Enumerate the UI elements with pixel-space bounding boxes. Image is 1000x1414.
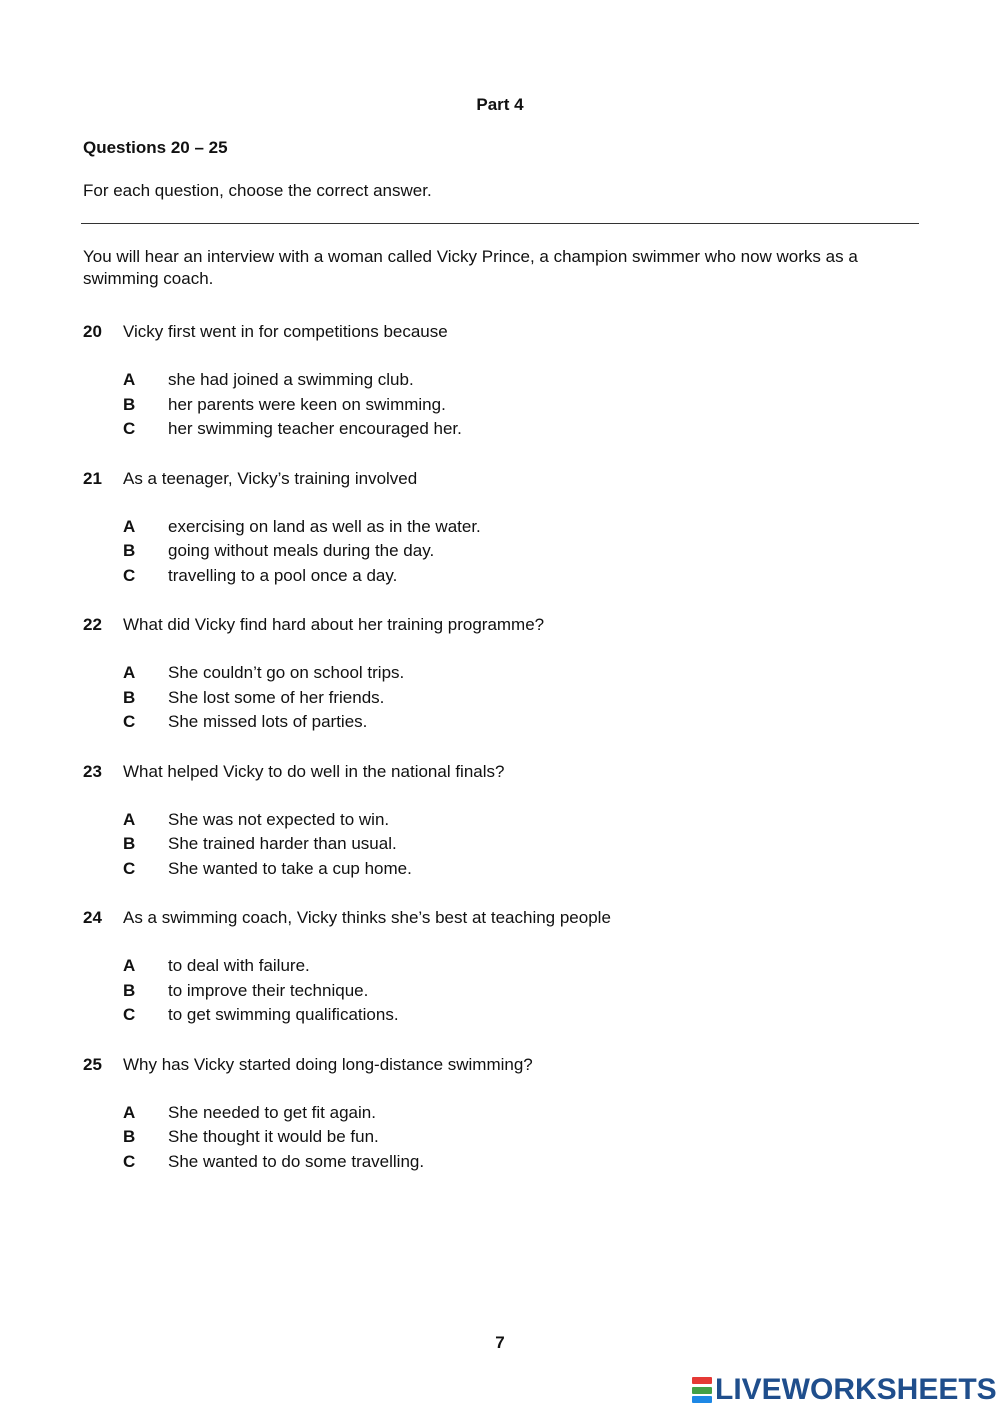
question-23 bbox=[83, 761, 943, 878]
question-stem bbox=[83, 614, 943, 636]
option-letter: B bbox=[123, 687, 136, 707]
option-text: going without meals during the day. bbox=[168, 541, 435, 560]
option-letter: C bbox=[123, 1151, 136, 1171]
question-text: As a teenager, Vicky’s training involved bbox=[123, 468, 418, 488]
option-text: to deal with failure. bbox=[168, 956, 310, 975]
question-number: 24 bbox=[83, 908, 102, 927]
option-text: She missed lots of parties. bbox=[168, 712, 368, 731]
option-text: travelling to a pool once a day. bbox=[168, 565, 398, 585]
option-letter: A bbox=[123, 1102, 136, 1122]
liveworksheets-logo-icon bbox=[692, 1377, 712, 1403]
option-letter: C bbox=[123, 858, 136, 878]
option-letter: C bbox=[123, 1005, 136, 1024]
divider bbox=[81, 223, 919, 224]
question-text: What did Vicky find hard about her training programme? bbox=[123, 615, 545, 634]
questions-range-heading: Questions 20 – 25 bbox=[83, 138, 228, 157]
option-text: her swimming teacher encouraged her. bbox=[168, 419, 462, 438]
option-letter: B bbox=[123, 541, 136, 560]
liveworksheets-logo[interactable] bbox=[692, 1374, 997, 1406]
question-number: 22 bbox=[83, 615, 102, 634]
question-stem bbox=[83, 907, 943, 929]
question-text: What helped Vicky to do well in the national finals? bbox=[123, 761, 505, 781]
option-letter: B bbox=[123, 980, 136, 1000]
option-text: She lost some of her friends. bbox=[168, 687, 385, 707]
option-letter: C bbox=[123, 565, 136, 585]
option-text: She trained harder than usual. bbox=[168, 834, 397, 853]
question-stem bbox=[83, 1054, 943, 1076]
option-letter: B bbox=[123, 834, 136, 853]
question-25 bbox=[83, 1054, 943, 1171]
question-24 bbox=[83, 907, 943, 1024]
option-letter: A bbox=[123, 663, 136, 682]
question-number: 20 bbox=[83, 322, 102, 341]
option-letter: A bbox=[123, 516, 136, 536]
option-letter: A bbox=[123, 956, 136, 975]
question-text: As a swimming coach, Vicky thinks she’s best at teaching people bbox=[123, 908, 611, 927]
question-stem bbox=[83, 761, 943, 783]
liveworksheets-brand-text: LIVEWORKSHEETS bbox=[715, 1373, 997, 1406]
option-text: her parents were keen on swimming. bbox=[168, 394, 446, 414]
question-number: 23 bbox=[83, 761, 102, 781]
question-number: 25 bbox=[83, 1054, 102, 1074]
option-letter: C bbox=[123, 419, 136, 438]
part-title: Part 4 bbox=[476, 95, 524, 114]
page-number: 7 bbox=[495, 1333, 505, 1352]
intro-text: You will hear an interview with a woman called Vicky Prince, a champion swimmer who now works as a swimming coach. bbox=[83, 247, 858, 288]
option-text: She needed to get fit again. bbox=[168, 1102, 376, 1122]
option-letter: A bbox=[123, 370, 136, 389]
option-text: She wanted to take a cup home. bbox=[168, 858, 412, 878]
option-text: She couldn’t go on school trips. bbox=[168, 663, 405, 682]
option-text: She wanted to do some travelling. bbox=[168, 1151, 425, 1171]
question-number: 21 bbox=[83, 468, 102, 488]
option-letter: B bbox=[123, 394, 136, 414]
question-20 bbox=[83, 321, 943, 438]
option-letter: A bbox=[123, 809, 136, 829]
question-text: Vicky first went in for competitions because bbox=[123, 322, 448, 341]
option-text: exercising on land as well as in the water. bbox=[168, 516, 481, 536]
logo-bar-1 bbox=[692, 1377, 712, 1384]
logo-bar-2 bbox=[692, 1387, 712, 1394]
question-stem bbox=[83, 468, 943, 490]
option-text: She thought it would be fun. bbox=[168, 1127, 379, 1146]
option-text: to improve their technique. bbox=[168, 980, 369, 1000]
question-22 bbox=[83, 614, 943, 731]
option-text: she had joined a swimming club. bbox=[168, 370, 414, 389]
question-text: Why has Vicky started doing long-distance swimming? bbox=[123, 1054, 533, 1074]
logo-bar-3 bbox=[692, 1396, 712, 1403]
question-21 bbox=[83, 468, 943, 585]
option-text: She was not expected to win. bbox=[168, 809, 390, 829]
option-text: to get swimming qualifications. bbox=[168, 1005, 399, 1024]
option-letter: C bbox=[123, 712, 136, 731]
option-letter: B bbox=[123, 1127, 136, 1146]
instruction-text: For each question, choose the correct answer. bbox=[83, 181, 432, 200]
question-stem bbox=[83, 321, 943, 343]
